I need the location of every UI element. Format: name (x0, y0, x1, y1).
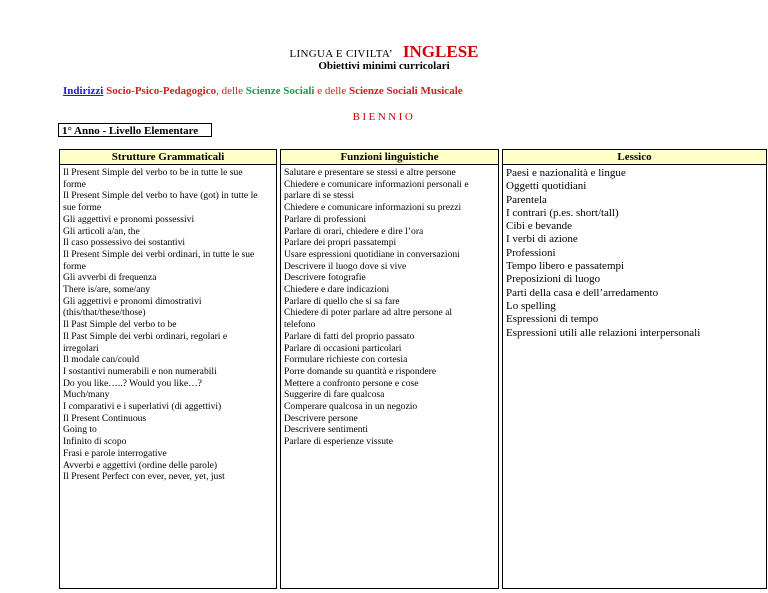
list-item: Porre domande su quantità e rispondere (284, 365, 437, 377)
list-item: Parlare di fatti del proprio passato (284, 330, 415, 342)
list-item: Il Present Simple dei verbi ordinari, in tutte le sue (63, 248, 255, 260)
title-prefix: LINGUA E CIVILTA’ (289, 48, 393, 60)
list-item: Professioni (506, 246, 556, 259)
column-strutture-grammaticali (59, 149, 277, 589)
list-item: Il Present Simple del verbo to be in tutte le sue (63, 167, 243, 178)
list-item: Suggerire di fare qualcosa (284, 389, 385, 401)
list-item: Frasi e parole interrogative (63, 447, 167, 459)
column-lessico (502, 149, 767, 589)
list-item: Parlare di esperienze vissute (284, 436, 393, 448)
list-item: Usare espressioni quotidiane in conversazioni (284, 248, 460, 260)
anno-livello-box: 1° Anno - Livello Elementare (58, 123, 212, 137)
list-item: Lo spelling (506, 299, 556, 312)
indirizzo-scienze-sociali-musicale: Scienze Sociali Musicale (348, 85, 463, 97)
biennio-heading: BIENNIO (352, 111, 416, 123)
list-item: There is/are, some/any (63, 284, 151, 296)
list-item: Paesi e nazionalità e lingue (506, 167, 626, 179)
list-item: forme (63, 178, 86, 190)
list-item: (this/that/these/those) (63, 307, 146, 319)
list-item: irregolari (63, 342, 99, 354)
list-item: Descrivere fotografie (284, 272, 366, 284)
list-item: Chiedere di poter parlare ad altre persone al (284, 307, 453, 319)
list-item: Il Present Perfect con ever, never, yet, just (63, 471, 225, 483)
list-item: Mettere a confronto persone e cose (284, 377, 419, 389)
list-item: Descrivere sentimenti (284, 424, 368, 436)
column-funzioni-linguistiche (280, 149, 499, 589)
column-header-funzioni: Funzioni linguistiche (281, 150, 498, 165)
title-main: INGLESE (402, 42, 479, 61)
document-subtitle: Obiettivi minimi curricolari (318, 60, 450, 72)
list-item: Parti della casa e dell’arredamento (506, 286, 659, 299)
list-item: Parlare di occasioni particolari (284, 342, 402, 354)
list-item: Do you like…..? Would you like…? (63, 377, 202, 389)
list-item: Cibi e bevande (506, 220, 572, 233)
column-body-lessico (503, 165, 766, 340)
list-item: Descrivere persone (284, 412, 358, 424)
list-item: Going to (63, 424, 97, 436)
indirizzi-separator-2: e delle (314, 85, 349, 97)
list-item: Espressioni utili alle relazioni interpersonali (506, 326, 701, 339)
list-item: Avverbi e aggettivi (ordine delle parole) (63, 459, 218, 471)
list-item: telefono (284, 319, 316, 331)
indirizzi-separator-1: , delle (216, 85, 246, 97)
list-item: Much/many (63, 389, 110, 401)
list-item: Espressioni di tempo (506, 313, 599, 326)
list-item: Gli aggettivi e pronomi dimostrativi (63, 295, 202, 307)
list-item: Chiedere e comunicare informazioni personali e (284, 178, 469, 190)
list-item: Parlare dei propri passatempi (284, 237, 397, 249)
list-item: Parlare di orari, chiedere e dire l’ora (284, 225, 424, 237)
list-item: forme (63, 260, 86, 272)
list-item: Il Past Simple del verbo to be (63, 319, 177, 331)
list-item: Preposizioni di luogo (506, 273, 601, 286)
list-item: Il Present Simple del verbo to have (got) in tutte le (63, 190, 258, 202)
list-item: Descrivere il luogo dove si vive (284, 260, 407, 272)
indirizzo-socio-psico-pedagogico: Socio-Psico-Pedagogico (106, 85, 217, 97)
list-item: Tempo libero e passatempi (506, 260, 625, 273)
list-item: Chiedere e comunicare informazioni su prezzi (284, 202, 462, 214)
list-item: Il Present Continuous (63, 412, 147, 424)
list-item: Parlare di quello che si sa fare (284, 295, 400, 307)
list-item: Il modale can/could (63, 354, 140, 366)
document-title (0, 42, 768, 62)
list-item: sue forme (63, 202, 102, 214)
list-item: I contrari (p.es. short/tall) (506, 206, 619, 219)
list-item: parlare di se stessi (284, 190, 355, 202)
list-item: Gli aggettivi e pronomi possessivi (63, 213, 195, 225)
column-body-strutture (60, 165, 276, 483)
list-item: Formulare richieste con cortesia (284, 354, 408, 366)
list-item: Oggetti quotidiani (506, 180, 587, 193)
indirizzi-line (63, 85, 463, 97)
list-item: I comparativi e i superlativi (di aggettivi) (63, 401, 222, 413)
indirizzo-scienze-sociali: Scienze Sociali (245, 85, 315, 97)
list-item: Gli avverbi di frequenza (63, 272, 157, 284)
list-item: Infinito di scopo (63, 436, 127, 448)
list-item: Parentela (506, 193, 547, 206)
column-header-lessico: Lessico (503, 150, 766, 165)
list-item: I verbi di azione (506, 233, 578, 246)
list-item: Comperare qualcosa in un negozio (284, 401, 418, 413)
column-body-funzioni (281, 165, 498, 448)
list-item: Gli articoli a/an, the (63, 225, 140, 237)
indirizzi-label: Indirizzi (63, 85, 104, 97)
list-item: Il Past Simple dei verbi ordinari, regolari e (63, 330, 228, 342)
list-item: Il caso possessivo dei sostantivi (63, 237, 186, 249)
list-item: Parlare di professioni (284, 213, 367, 225)
list-item: Chiedere e dare indicazioni (284, 284, 390, 296)
list-item: I sostantivi numerabili e non numerabili (63, 365, 217, 377)
column-header-strutture: Strutture Grammaticali (60, 150, 276, 165)
list-item: Salutare e presentare se stessi e altre persone (284, 167, 456, 178)
